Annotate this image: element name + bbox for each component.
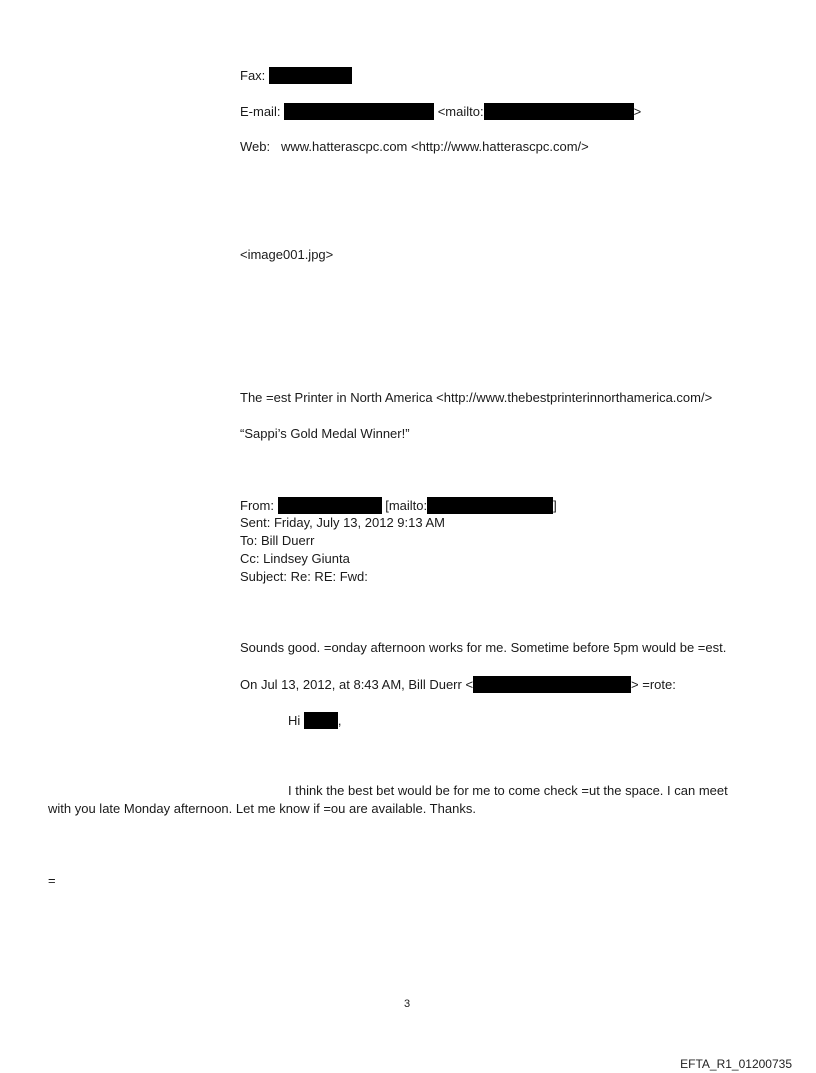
quote-intro-prefix: On Jul 13, 2012, at 8:43 AM, Bill Duerr < — [240, 677, 474, 692]
printer-tagline: The =est Printer in North America <http://www.thebestprinterinnorthamerica.com/> — [240, 390, 713, 405]
quote-intro — [240, 676, 676, 693]
web-link[interactable]: www.hatterascpc.com <http://www.hatterascpc.com/> — [280, 139, 589, 154]
fax-label: Fax: — [240, 68, 266, 83]
email-line — [240, 103, 641, 120]
from-mailto: [mailto: — [385, 498, 428, 513]
to-line: To: Bill Duerr — [240, 533, 315, 548]
redaction-quote-email — [473, 676, 631, 693]
subject-line: Subject: Re: RE: Fwd: — [240, 569, 368, 584]
cc-line: Cc: Lindsey Giunta — [240, 551, 350, 566]
document-id: EFTA_R1_01200735 — [680, 1057, 792, 1071]
from-label: From: — [240, 498, 274, 513]
trailer-mark: = — [48, 873, 56, 888]
email-label: E-mail: — [240, 104, 281, 119]
from-line — [240, 497, 557, 514]
quote-intro-suffix: > =rote: — [631, 677, 676, 692]
greeting-comma: , — [337, 713, 342, 728]
quoted-body-line2: with you late Monday afternoon. Let me know if =ou are available. Thanks. — [48, 801, 476, 816]
quoted-body-line1: I think the best bet would be for me to come check =ut the space. I can meet — [288, 783, 728, 798]
sent-line: Sent: Friday, July 13, 2012 9:13 AM — [240, 515, 445, 530]
quoted-greeting — [288, 712, 342, 729]
web-label: Web: — [240, 139, 271, 154]
web-line — [240, 139, 589, 155]
greeting-text: Hi — [288, 713, 301, 728]
award-line: “Sappi’s Gold Medal Winner!” — [240, 426, 410, 441]
reply-body: Sounds good. =onday afternoon works for me. Sometime before 5pm would be =est. — [240, 640, 727, 655]
email-mailto-close: > — [633, 104, 642, 119]
redaction-fax — [269, 67, 352, 84]
redaction-greeting-name — [304, 712, 338, 729]
redaction-from-email — [427, 497, 553, 514]
from-close: ] — [553, 498, 557, 513]
page-number: 3 — [404, 998, 411, 1010]
fax-line — [240, 67, 352, 84]
redaction-from-name — [278, 497, 382, 514]
email-mailto-open: <mailto: — [437, 104, 484, 119]
image-placeholder: <image001.jpg> — [240, 247, 334, 262]
redaction-email-mailto — [484, 103, 634, 120]
redaction-email — [284, 103, 434, 120]
